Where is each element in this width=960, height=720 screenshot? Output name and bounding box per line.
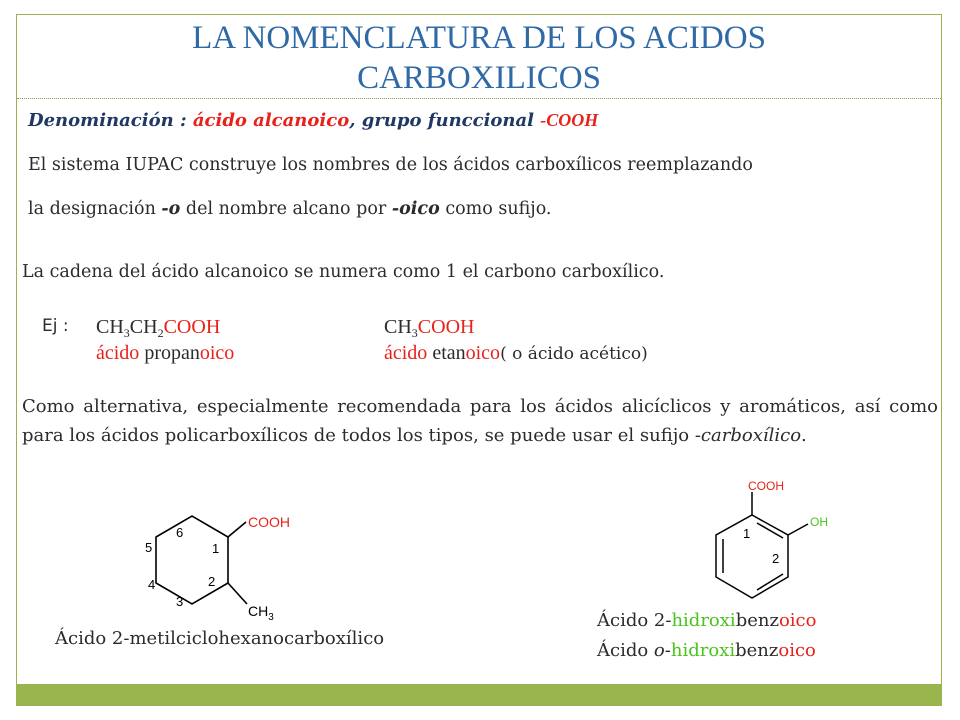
label-cooh: COOH bbox=[248, 514, 290, 530]
footer-bar bbox=[17, 684, 941, 705]
formula-cooh: COOH bbox=[417, 316, 475, 338]
formula-part: CH bbox=[129, 316, 158, 338]
caption-oico: oico bbox=[778, 610, 817, 631]
page-title bbox=[16, 18, 942, 98]
alternative-paragraph bbox=[22, 392, 938, 450]
denomination-line bbox=[28, 110, 598, 131]
formula-part: CH bbox=[96, 316, 124, 338]
ring-number-2: 2 bbox=[208, 574, 216, 589]
caption-hidroxi: hidroxi bbox=[670, 640, 736, 661]
denomination-name: ácido alcanoico bbox=[192, 110, 350, 131]
ring-number-5: 5 bbox=[145, 540, 153, 555]
alternative-text: Como alternativa, especialmente recomendada para los ácidos alicíclicos y aromáticos, así como para los ácidos policarboxílicos de todos los tipos, se puede usar el sufijo bbox=[22, 396, 938, 446]
iupac-line-2 bbox=[28, 199, 551, 219]
formula-sub: 2 bbox=[157, 326, 164, 340]
cyclohexane-ring bbox=[156, 516, 228, 604]
name-stem: propan bbox=[139, 342, 200, 364]
title-line-1: LA NOMENCLATURA DE LOS ACIDOS bbox=[192, 20, 766, 56]
label-ch3 bbox=[248, 603, 274, 623]
caption-hidroxibenzoico-1 bbox=[597, 610, 816, 631]
formula-cooh: COOH bbox=[163, 316, 221, 338]
label-ch-sub: 3 bbox=[268, 612, 274, 623]
alternative-end: . bbox=[801, 425, 807, 446]
denomination-mid: , grupo funccional bbox=[349, 110, 541, 131]
ring-number-4: 4 bbox=[148, 577, 156, 592]
ring-number-2: 2 bbox=[772, 551, 780, 566]
formula-propanoic bbox=[96, 316, 220, 341]
label-oh: OH bbox=[810, 515, 828, 529]
formula-sub: 3 bbox=[411, 326, 418, 340]
name-common: ( o ácido acético) bbox=[500, 344, 648, 364]
formula-part: CH bbox=[384, 316, 412, 338]
label-ch: CH bbox=[248, 603, 269, 619]
iupac-line-2-a: la designación bbox=[28, 199, 162, 219]
formula-ethanoic bbox=[384, 316, 474, 341]
functional-group: -COOH bbox=[540, 110, 599, 130]
caption-part: benz bbox=[735, 610, 779, 631]
numbering-text: La cadena del ácido alcanoico se numera como 1 el carbono carboxílico. bbox=[22, 262, 665, 282]
name-acid: ácido bbox=[96, 342, 140, 364]
bond-methyl bbox=[228, 583, 247, 604]
ring-number-1: 1 bbox=[212, 541, 220, 556]
name-ethanoic bbox=[384, 342, 648, 365]
label-cooh: COOH bbox=[748, 479, 784, 493]
caption-oico: oico bbox=[778, 640, 816, 661]
caption-part: benz bbox=[735, 640, 779, 661]
ring-number-6: 6 bbox=[176, 525, 184, 540]
caption-ortho: o bbox=[653, 640, 665, 661]
name-stem: etan bbox=[427, 342, 466, 364]
caption-hidroxi: hidroxi bbox=[671, 610, 736, 631]
cyclohexane-structure bbox=[120, 500, 320, 625]
name-acid: ácido bbox=[384, 342, 428, 364]
example-label: Ej : bbox=[42, 316, 69, 336]
caption-part: - bbox=[664, 640, 671, 661]
bond-oh bbox=[788, 524, 808, 535]
caption-part: Ácido bbox=[597, 640, 654, 661]
iupac-line-2-c: del nombre alcano por bbox=[180, 199, 392, 219]
iupac-line-1: El sistema IUPAC construye los nombres de los ácidos carboxílicos reemplazando bbox=[28, 155, 753, 175]
formula-sub: 3 bbox=[123, 326, 130, 340]
title-divider bbox=[17, 98, 941, 99]
caption-part: Ácido 2- bbox=[597, 610, 672, 631]
denomination-label: Denominación : bbox=[28, 110, 193, 131]
name-suffix: oico bbox=[465, 342, 501, 364]
caption-hidroxibenzoico-2 bbox=[597, 640, 816, 661]
suffix-o: -o bbox=[161, 199, 181, 219]
benzene-structure bbox=[690, 472, 850, 607]
name-propanoic bbox=[96, 342, 234, 365]
iupac-line-2-e: como sufijo. bbox=[439, 199, 552, 219]
caption-cyclohexane: Ácido 2-metilciclohexanocarboxílico bbox=[55, 628, 385, 649]
ring-number-1: 1 bbox=[743, 526, 751, 541]
ring-number-3: 3 bbox=[176, 594, 184, 609]
suffix-oico: -oico bbox=[391, 199, 440, 219]
title-line-2: CARBOXILICOS bbox=[357, 60, 601, 96]
suffix-carboxilico: -carboxílico bbox=[694, 425, 802, 446]
bond-cooh bbox=[228, 522, 246, 537]
name-suffix: oico bbox=[199, 342, 235, 364]
